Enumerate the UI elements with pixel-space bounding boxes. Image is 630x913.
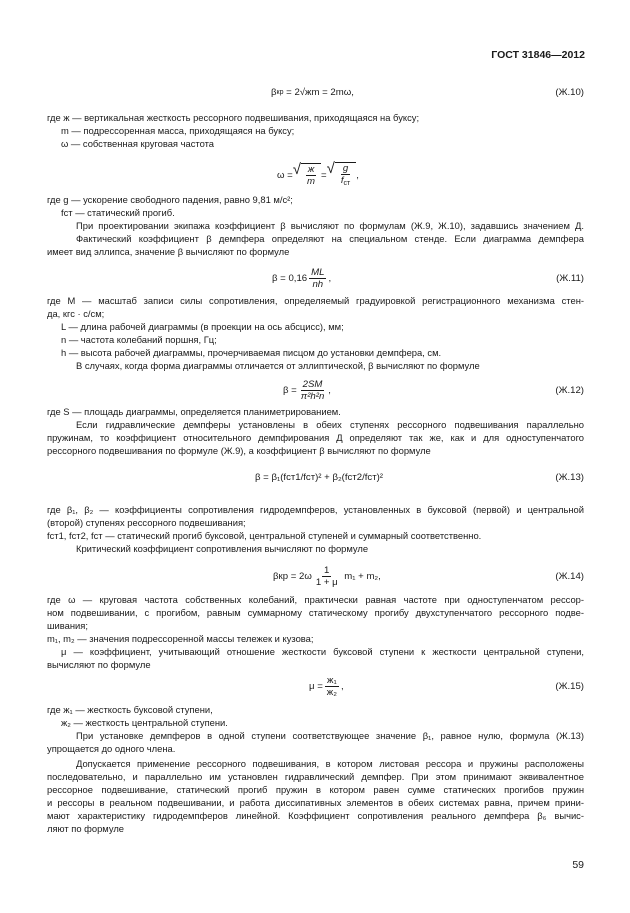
- text-line: упрощается до одного члена.: [47, 743, 176, 754]
- equation-number: (Ж.10): [555, 86, 584, 98]
- text-line: n — частота колебаний поршня, Гц;: [61, 334, 217, 345]
- text-line: L — длина рабочей диаграммы (в проекции на ось абсцисс), мм;: [61, 321, 344, 332]
- equation-j10-body: β кр = 2√жm = 2mω,: [271, 86, 354, 98]
- text-line: шивания;: [47, 620, 88, 631]
- page-number: 59: [572, 859, 584, 871]
- text-line: Критический коэффициент сопротивления вычисляют по формуле: [76, 543, 369, 554]
- text-line: При проектировании экипажа коэффициент β вычисляют по формулам (Ж.9, Ж.10), задавшись значением Д.: [76, 220, 584, 231]
- text-line: ж₂ — жесткость центральной ступени.: [61, 717, 228, 728]
- text-line: Допускается применение рессорного подвешивания, в котором листовая рессора и пружины расположены: [76, 758, 584, 769]
- text-line: Если гидравлические демпферы установлены в обеих ступенях рессорного подвешивания параллельно: [76, 419, 584, 430]
- text-line: имеет вид эллипса, значение β вычисляют по формуле: [47, 246, 290, 257]
- text-line: мают характеристику гидродемпферов линейной. Коэффициент сопротивления реального демпфера β₆ вычис-: [47, 810, 584, 821]
- text-line: ω — собственная круговая частота: [61, 138, 214, 149]
- text-line: где М — масштаб записи силы сопротивления, определяемый градуировкой регистрационного механизма стен-: [47, 295, 584, 306]
- text-line: m₁, m₂ — значения подрессоренной массы тележек и кузова;: [47, 633, 314, 644]
- equation-j14: βкр = 2ω $\frac{1}{1 + \mu}$ m₁ + m₂, (Ж.14): [47, 556, 584, 596]
- equation-j10: [47, 72, 584, 112]
- text-line: да, кгс · с/см;: [47, 308, 105, 319]
- equation-j15: μ = $\frac{\text{ж₁}}{\text{ж₂}}$ , (Ж.15): [47, 666, 584, 706]
- equation-omega: ω = √ $\frac{ж}{m}$ = √ $\frac{g}{f_{ст}}$ ,: [277, 159, 359, 187]
- text-line: и рессоры в реальном подвешивании, и работа диссипативных элементов в обеих системах равна, причем прини-: [47, 797, 584, 808]
- equation-j13-body: β = β₁(fст1/fст)² + β₂(fст2/fст)²: [255, 471, 383, 483]
- text-line: где ж₁ — жесткость буксовой ступени,: [47, 704, 213, 715]
- text-line: fст1, fст2, fст — статический прогиб буксовой, центральной ступеней и суммарный соответственно.: [47, 530, 482, 541]
- text-line: fст — статический прогиб.: [61, 207, 175, 218]
- equation-j13: [47, 456, 584, 498]
- text-line: При установке демпферов в одной ступени соответствующее значение β₁, равное нулю, формула (Ж.13): [76, 730, 584, 741]
- text-line: рессорное подвешивание, статический прогиб пружин в котором равен сумме статических прогибов пружин: [47, 784, 584, 795]
- equation-j12: β = $\frac{2SM}{\text{π²h²n}}$ , (Ж.12): [47, 370, 584, 410]
- text-line: где S — площадь диаграммы, определяется планиметрированием.: [47, 406, 341, 417]
- text-line: где β₁, β₂ — коэффициенты сопротивления гидродемпферов, установленных в буксовой (первой) и центральной: [47, 504, 584, 515]
- text-line: вычисляют по формуле: [47, 659, 151, 670]
- equation-number: (Ж.13): [555, 471, 584, 483]
- text-line: В случаях, когда форма диаграммы отличается от эллиптической, β вычисляют по формуле: [76, 360, 480, 371]
- text-line: (второй) ступенях рессорного подвешивания;: [47, 517, 246, 528]
- text-line: m — подрессоренная масса, приходящаяся на буксу;: [61, 125, 295, 136]
- text-line: где g — ускорение свободного падения, равно 9,81 м/с²;: [47, 194, 293, 205]
- text-line: пружинам, то коэффициент относительного демпфирования Д определяют так же, как и для одноступенчатого: [47, 432, 584, 443]
- equation-number: (Ж.12): [555, 384, 584, 396]
- standard-header: ГОСТ 31846—2012: [491, 49, 585, 61]
- equation-number: (Ж.11): [556, 272, 584, 284]
- text-line: ляют по формуле: [47, 823, 125, 834]
- equation-j11: β = 0,16 $\frac{ML}{nh}$ , (Ж.11): [47, 258, 584, 298]
- text-line: последовательно, и параллельно им установлен гидравлический демпфер. При этом принимают эквивалентное: [47, 771, 584, 782]
- text-line: h — высота рабочей диаграммы, прочерчиваемая писцом до установки демпфера, см.: [61, 347, 442, 358]
- equation-number: (Ж.14): [555, 570, 584, 582]
- text-line: рессорного подвешивания по формуле (Ж.9), а коэффициент β вычисляют по формуле: [47, 445, 431, 456]
- text-line: ном подвешивании, с прогибом, равным суммарному статическому прогибу двухступенчатого рессорного подве-: [47, 607, 584, 618]
- equation-number: (Ж.15): [555, 680, 584, 692]
- text-line: μ — коэффициент, учитывающий отношение жесткости буксовой ступени к жесткости центральной ступени,: [61, 646, 584, 657]
- text-line: Фактический коэффициент β демпфера определяют на специальном стенде. Если диаграмма демпфера: [76, 233, 584, 244]
- text-line: где ω — круговая частота собственных колебаний, практически равная частоте при одноступенчатом рессор-: [47, 594, 584, 605]
- text-line: где ж — вертикальная жесткость рессорного подвешивания, приходящаяся на буксу;: [47, 112, 420, 123]
